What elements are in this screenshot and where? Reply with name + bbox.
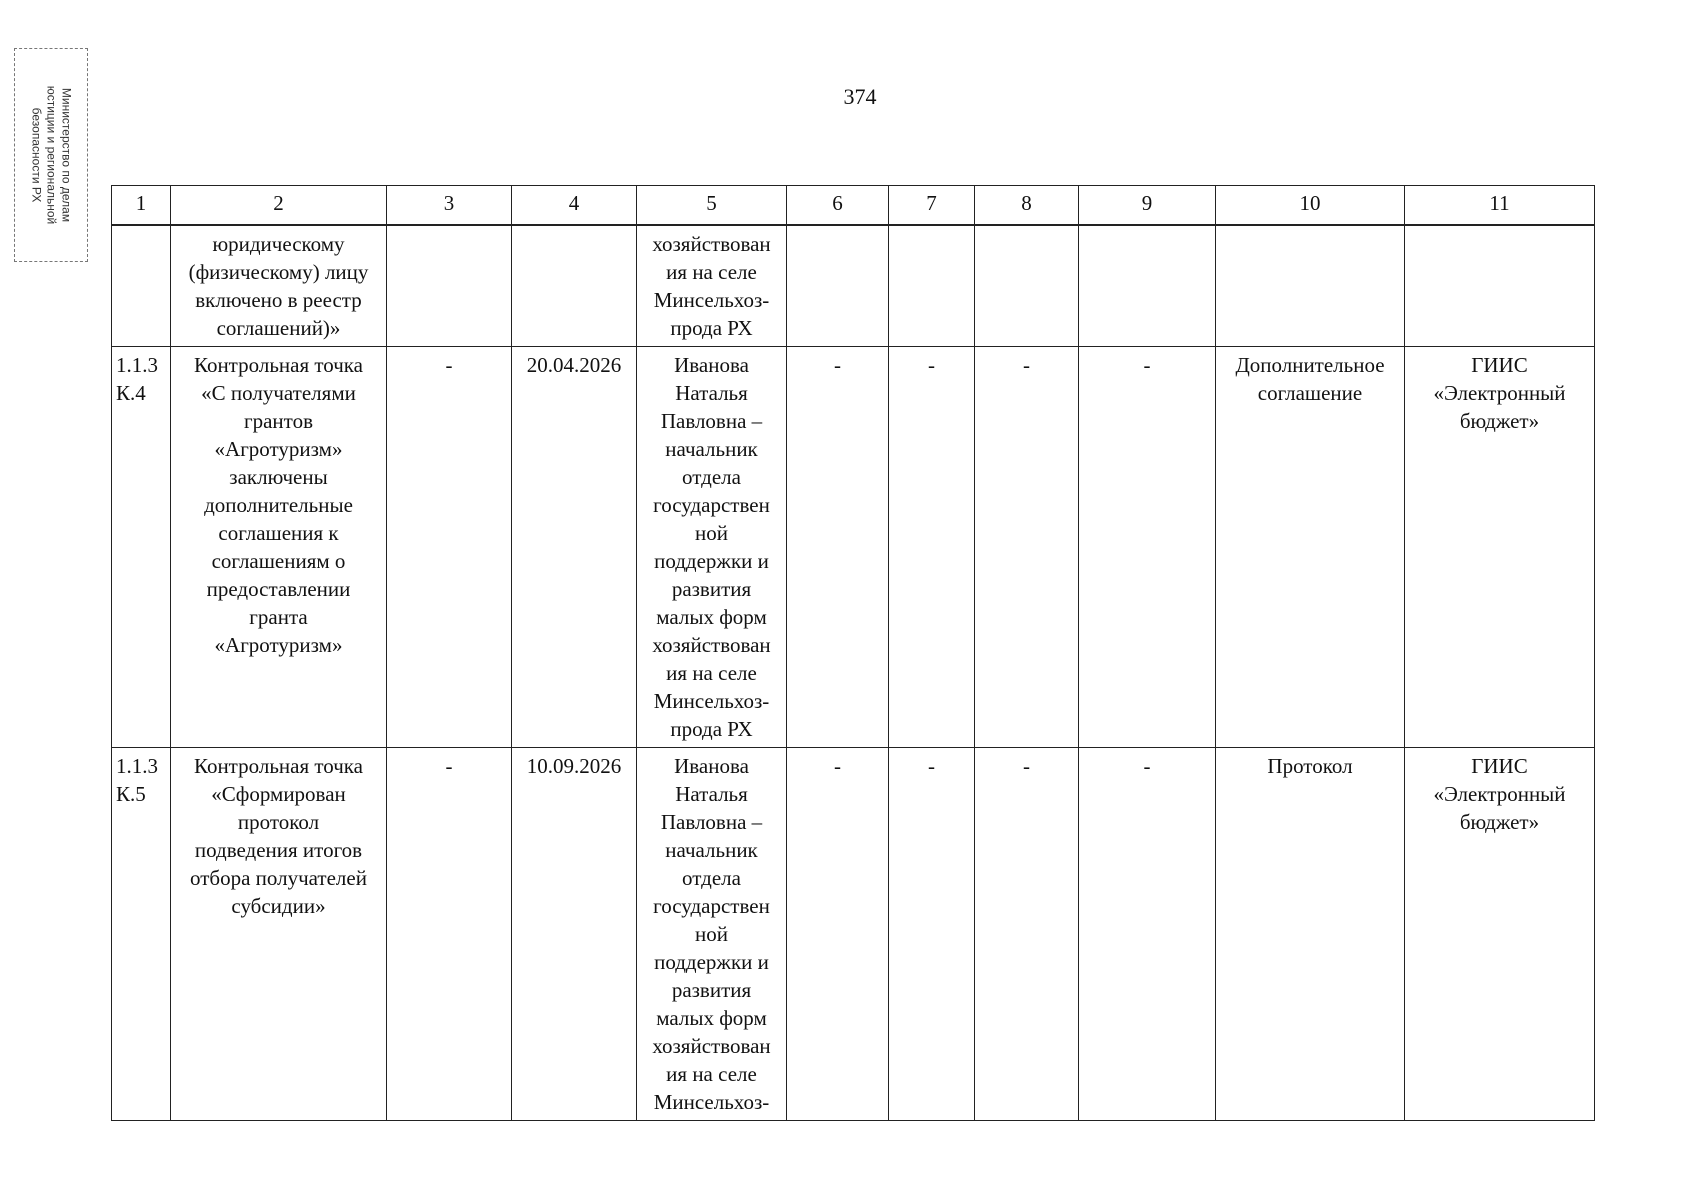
- text-line: ной: [695, 922, 728, 946]
- column-header: 1: [112, 186, 171, 226]
- text-line: поддержки и: [654, 950, 769, 974]
- text-line: ия на селе: [666, 1062, 757, 1086]
- column-header: 2: [171, 186, 387, 226]
- text-line: ГИИС: [1471, 754, 1528, 778]
- stamp-text: [29, 55, 74, 255]
- text-line: заключены: [229, 465, 328, 489]
- text-line: ия на селе: [666, 260, 757, 284]
- value-cell: -: [387, 347, 512, 748]
- text-line: Минсельхоз-: [653, 1090, 770, 1114]
- text-line: «Электронный: [1433, 381, 1566, 405]
- text-line: поддержки и: [654, 549, 769, 573]
- text-line: грантов: [244, 409, 313, 433]
- text-line: начальник: [665, 437, 758, 461]
- value-cell: -: [1079, 347, 1216, 748]
- description-cell: [171, 225, 387, 347]
- control-points-table: [111, 185, 1595, 1121]
- text-line: малых форм: [656, 605, 767, 629]
- text-line: включено в реестр: [195, 288, 362, 312]
- text-line: субсидии»: [231, 894, 326, 918]
- text-line: 1.1.3: [116, 353, 158, 377]
- text-line: Минсельхоз-: [653, 288, 770, 312]
- text-line: малых форм: [656, 1006, 767, 1030]
- responsible-cell: [637, 225, 787, 347]
- empty-cell: [512, 225, 637, 347]
- document-type-cell: [1216, 748, 1405, 1121]
- text-line: предоставлении: [206, 577, 351, 601]
- text-line: Иванова: [674, 353, 749, 377]
- empty-cell: [1079, 225, 1216, 347]
- text-line: К.4: [116, 381, 146, 405]
- text-line: развития: [671, 978, 752, 1002]
- text-line: соглашений)»: [216, 316, 341, 340]
- text-line: соглашение: [1257, 381, 1363, 405]
- text-line: «Агротуризм»: [214, 437, 343, 461]
- continuation-row: [112, 225, 1595, 347]
- value-cell: -: [787, 748, 889, 1121]
- text-line: «Сформирован: [211, 782, 346, 806]
- text-line: безопасности РХ: [29, 107, 44, 203]
- text-line: прода РХ: [670, 717, 753, 741]
- row-number-cell: [112, 347, 171, 748]
- table-row: [112, 748, 1595, 1121]
- text-line: бюджет»: [1459, 409, 1540, 433]
- column-header: 9: [1079, 186, 1216, 226]
- text-line: ной: [695, 521, 728, 545]
- value-cell: -: [787, 347, 889, 748]
- text-line: гранта: [249, 605, 308, 629]
- empty-cell: [1216, 225, 1405, 347]
- text-line: (физическому) лицу: [188, 260, 369, 284]
- text-line: прода РХ: [670, 316, 753, 340]
- text-line: юстиции и региональной: [44, 85, 59, 225]
- column-header: 7: [889, 186, 975, 226]
- text-line: соглашения к: [218, 521, 339, 545]
- value-cell: -: [889, 748, 975, 1121]
- description-cell: [171, 347, 387, 748]
- column-number-row: [112, 186, 1595, 226]
- text-line: государствен: [653, 894, 770, 918]
- column-header: 4: [512, 186, 637, 226]
- text-line: хозяйствован: [652, 1034, 771, 1058]
- text-line: Павловна –: [660, 409, 763, 433]
- description-cell: [171, 748, 387, 1121]
- page-number: 374: [843, 84, 877, 109]
- responsible-cell: [637, 748, 787, 1121]
- text-line: дополнительные: [204, 493, 353, 517]
- text-line: отдела: [682, 465, 741, 489]
- text-line: К.5: [116, 782, 146, 806]
- text-line: бюджет»: [1459, 810, 1540, 834]
- empty-cell: [112, 225, 171, 347]
- text-line: Дополнительное: [1235, 353, 1385, 377]
- table-row: [112, 347, 1595, 748]
- text-line: подведения итогов: [194, 838, 363, 862]
- text-line: «С получателями: [201, 381, 356, 405]
- text-line: развития: [671, 577, 752, 601]
- value-cell: -: [975, 347, 1079, 748]
- text-line: Наталья: [675, 381, 748, 405]
- text-line: отдела: [682, 866, 741, 890]
- text-line: ия на селе: [666, 661, 757, 685]
- column-header: 11: [1405, 186, 1595, 226]
- information-system-cell: [1405, 347, 1595, 748]
- date-cell: 20.04.2026: [512, 347, 637, 748]
- text-line: государствен: [653, 493, 770, 517]
- text-line: ГИИС: [1471, 353, 1528, 377]
- empty-cell: [889, 225, 975, 347]
- value-cell: -: [889, 347, 975, 748]
- text-line: «Агротуризм»: [214, 633, 343, 657]
- empty-cell: [387, 225, 512, 347]
- document-type-cell: [1216, 347, 1405, 748]
- empty-cell: [975, 225, 1079, 347]
- empty-cell: [787, 225, 889, 347]
- column-header: 3: [387, 186, 512, 226]
- text-line: юридическому: [212, 232, 345, 256]
- date-cell: 10.09.2026: [512, 748, 637, 1121]
- text-line: протокол: [237, 810, 320, 834]
- text-line: Контрольная точка: [193, 754, 363, 778]
- text-line: Контрольная точка: [193, 353, 363, 377]
- text-line: Минсельхоз-: [653, 689, 770, 713]
- empty-cell: [1405, 225, 1595, 347]
- text-line: Павловна –: [660, 810, 763, 834]
- row-number-cell: [112, 748, 171, 1121]
- text-line: начальник: [665, 838, 758, 862]
- registration-stamp: [14, 48, 88, 262]
- text-line: Министерство по делам: [59, 87, 74, 223]
- text-line: хозяйствован: [652, 232, 771, 256]
- value-cell: -: [975, 748, 1079, 1121]
- column-header: 6: [787, 186, 889, 226]
- text-line: соглашениям о: [211, 549, 346, 573]
- text-line: хозяйствован: [652, 633, 771, 657]
- text-line: «Электронный: [1433, 782, 1566, 806]
- text-line: Иванова: [674, 754, 749, 778]
- information-system-cell: [1405, 748, 1595, 1121]
- value-cell: -: [387, 748, 512, 1121]
- value-cell: -: [1079, 748, 1216, 1121]
- column-header: 5: [637, 186, 787, 226]
- column-header: 8: [975, 186, 1079, 226]
- text-line: Наталья: [675, 782, 748, 806]
- responsible-cell: [637, 347, 787, 748]
- column-header: 10: [1216, 186, 1405, 226]
- text-line: отбора получателей: [190, 866, 367, 890]
- text-line: Протокол: [1267, 754, 1353, 778]
- text-line: 1.1.3: [116, 754, 158, 778]
